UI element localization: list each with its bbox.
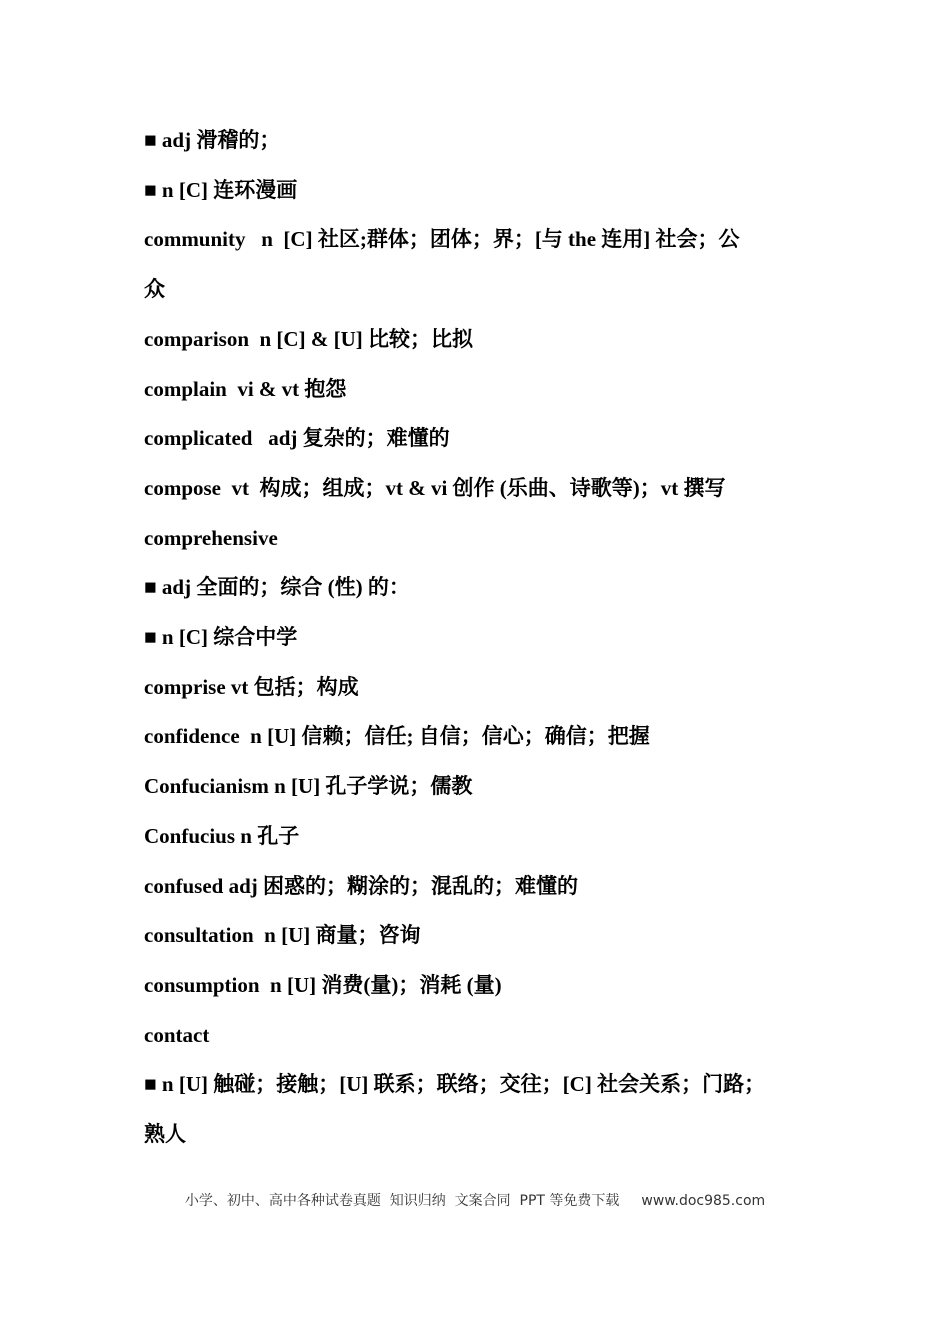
vocab-line: contact — [144, 1022, 210, 1047]
vocab-line: confused adj 困惑的；糊涂的；混乱的；难懂的 — [144, 873, 579, 898]
vocab-line: confidence n [U] 信赖；信任; 自信；信心；确信；把握 — [144, 724, 650, 749]
vocab-line: ■ n [C] 综合中学 — [144, 625, 298, 650]
vocab-line: Confucianism n [U] 孔子学说；儒教 — [144, 774, 473, 799]
vocab-line: Confucius n 孔子 — [144, 823, 300, 848]
vocab-line: community n [C] 社区;群体；团体；界；[与 the 连用] 社会；公 — [144, 227, 740, 252]
vocab-line: consultation n [U] 商量；咨询 — [144, 923, 421, 948]
vocab-line: 熟人 — [144, 1122, 186, 1147]
vocab-line: complain vi & vt 抱怨 — [144, 376, 347, 401]
vocab-line: ■ n [U] 触碰；接触；[U] 联系；联络；交往；[C] 社会关系；门路； — [144, 1072, 766, 1097]
vocab-line: compose vt 构成；组成；vt & vi 创作 (乐曲、诗歌等)；vt 撰写 — [144, 475, 726, 500]
vocab-line: ■ adj 全面的；综合 (性) 的： — [144, 575, 410, 600]
page-footer — [0, 1190, 950, 1212]
vocab-line: ■ adj 滑稽的； — [144, 128, 281, 152]
vocab-line: 众 — [144, 277, 165, 302]
vocab-line: complicated adj 复杂的；难懂的 — [144, 426, 450, 451]
vocab-line: consumption n [U] 消费(量)；消耗 (量) — [144, 972, 502, 997]
footer-url[interactable]: www.doc985.com — [641, 1193, 766, 1209]
vocab-line: ■ n [C] 连环漫画 — [144, 177, 298, 202]
vocab-line: comprise vt 包括；构成 — [144, 674, 359, 699]
vocab-line: comprehensive — [144, 525, 278, 550]
vocab-line: comparison n [C] & [U] 比较；比拟 — [144, 326, 473, 351]
footer-text: 小学、初中、高中各种试卷真题 知识归纳 文案合同 PPT 等免费下载 — [184, 1193, 620, 1209]
vocabulary-list — [144, 116, 824, 1160]
